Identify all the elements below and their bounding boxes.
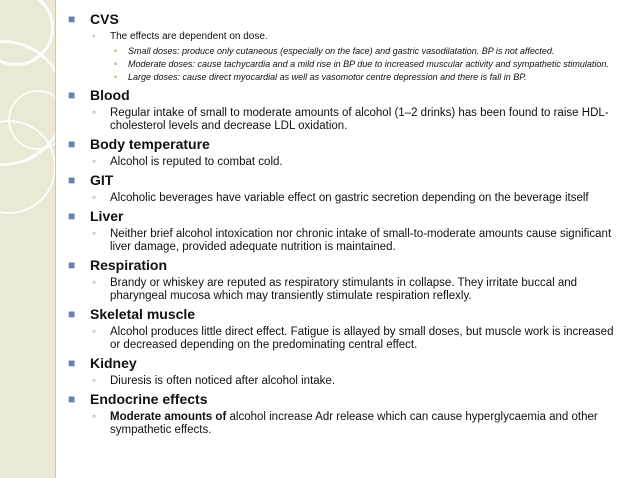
subpoint-text: Large doses: cause direct myocardial as well as vasomotor centre depression and there is fall in BP. [128, 72, 527, 82]
point-text: alcohol increase Adr release which can cause hyperglycaemia and other sympathetic effects. [110, 411, 598, 436]
circle-bullet-icon: ◦ [92, 31, 96, 42]
cvs-subpoint-small [68, 46, 623, 57]
liver-point [68, 228, 623, 254]
point-bold-text: Moderate amounts of [110, 411, 227, 423]
heading-text: Body temperature [90, 136, 210, 152]
cvs-subpoint-moderate [68, 59, 623, 70]
point-text: Regular intake of small to moderate amounts of alcohol (1–2 drinks) has been found to raise HDL-cholesterol levels and decrease LDL oxidation. [110, 107, 609, 132]
point-text: Neither brief alcohol intoxication nor chronic intake of small-to-moderate amounts cause significant liver damage, provided adequate nutrition is maintained. [110, 228, 612, 253]
heading-text: Kidney [90, 355, 137, 371]
slide-content [68, 10, 623, 440]
circle-bullet-icon: ◦ [92, 107, 97, 119]
bullet-icon: ■ [68, 88, 76, 102]
point-text: Alcohol produces little direct effect. Fatigue is allayed by small doses, but muscle work is increased or decreased depending on the predominating central effect. [110, 326, 614, 351]
section-heading-cvs [68, 11, 623, 28]
point-text: Brandy or whiskey are reputed as respiratory stimulants in collapse. They irritate buccal and pharyngeal mucosa which may transiently stimulate respiration reflexly. [110, 277, 578, 302]
blood-point [68, 107, 623, 133]
section-heading-respiration [68, 257, 623, 274]
heading-text: GIT [90, 172, 114, 188]
subpoint-text: Moderate doses: cause tachycardia and a mild rise in BP due to increased muscular activity and sympathetic stimulation. [128, 59, 609, 69]
bullet-icon: ■ [68, 258, 76, 272]
bullet-icon: ■ [68, 209, 76, 223]
dot-bullet-icon: • [114, 46, 118, 56]
bullet-icon: ■ [68, 392, 76, 406]
circle-bullet-icon: ◦ [92, 192, 97, 204]
circle-bullet-icon: ◦ [92, 375, 97, 387]
point-text: Alcoholic beverages have variable effect on gastric secretion depending on the beverage itself [110, 192, 589, 204]
skeletal-muscle-point [68, 326, 623, 352]
heading-text: Endocrine effects [90, 391, 208, 407]
bullet-icon: ■ [68, 356, 76, 370]
section-heading-skeletal-muscle [68, 306, 623, 323]
circle-bullet-icon: ◦ [92, 228, 97, 240]
cvs-point [68, 31, 623, 43]
heading-text: Respiration [90, 257, 168, 273]
circle-bullet-icon: ◦ [92, 411, 97, 423]
section-heading-endocrine-effects [68, 391, 623, 408]
circle-bullet-icon: ◦ [92, 326, 97, 338]
kidney-point [68, 375, 623, 388]
body-temperature-point [68, 156, 623, 169]
section-heading-body-temperature [68, 136, 623, 153]
cvs-subpoint-large [68, 72, 623, 83]
subpoint-text: Small doses: produce only cutaneous (especially on the face) and gastric vasodilatation. BP is not affected. [128, 46, 555, 56]
git-point [68, 192, 623, 205]
point-text: Diuresis is often noticed after alcohol intake. [110, 375, 336, 387]
section-heading-kidney [68, 355, 623, 372]
circle-bullet-icon: ◦ [92, 277, 97, 289]
heading-text: CVS [90, 11, 119, 27]
section-heading-blood [68, 87, 623, 104]
point-text: The effects are dependent on dose. [110, 31, 268, 42]
sidebar-divider [55, 0, 56, 478]
heading-text: Liver [90, 208, 124, 224]
bullet-icon: ■ [68, 12, 76, 26]
dot-bullet-icon: • [114, 72, 118, 82]
point-text: Alcohol is reputed to combat cold. [110, 156, 283, 168]
bullet-icon: ■ [68, 307, 76, 321]
heading-text: Blood [90, 87, 130, 103]
section-heading-git [68, 172, 623, 189]
section-heading-liver [68, 208, 623, 225]
bullet-icon: ■ [68, 173, 76, 187]
circle-bullet-icon: ◦ [92, 156, 97, 168]
endocrine-point [68, 411, 623, 437]
bullet-icon: ■ [68, 137, 76, 151]
respiration-point [68, 277, 623, 303]
dot-bullet-icon: • [114, 59, 118, 69]
decorative-sidebar [0, 0, 55, 478]
heading-text: Skeletal muscle [90, 306, 196, 322]
